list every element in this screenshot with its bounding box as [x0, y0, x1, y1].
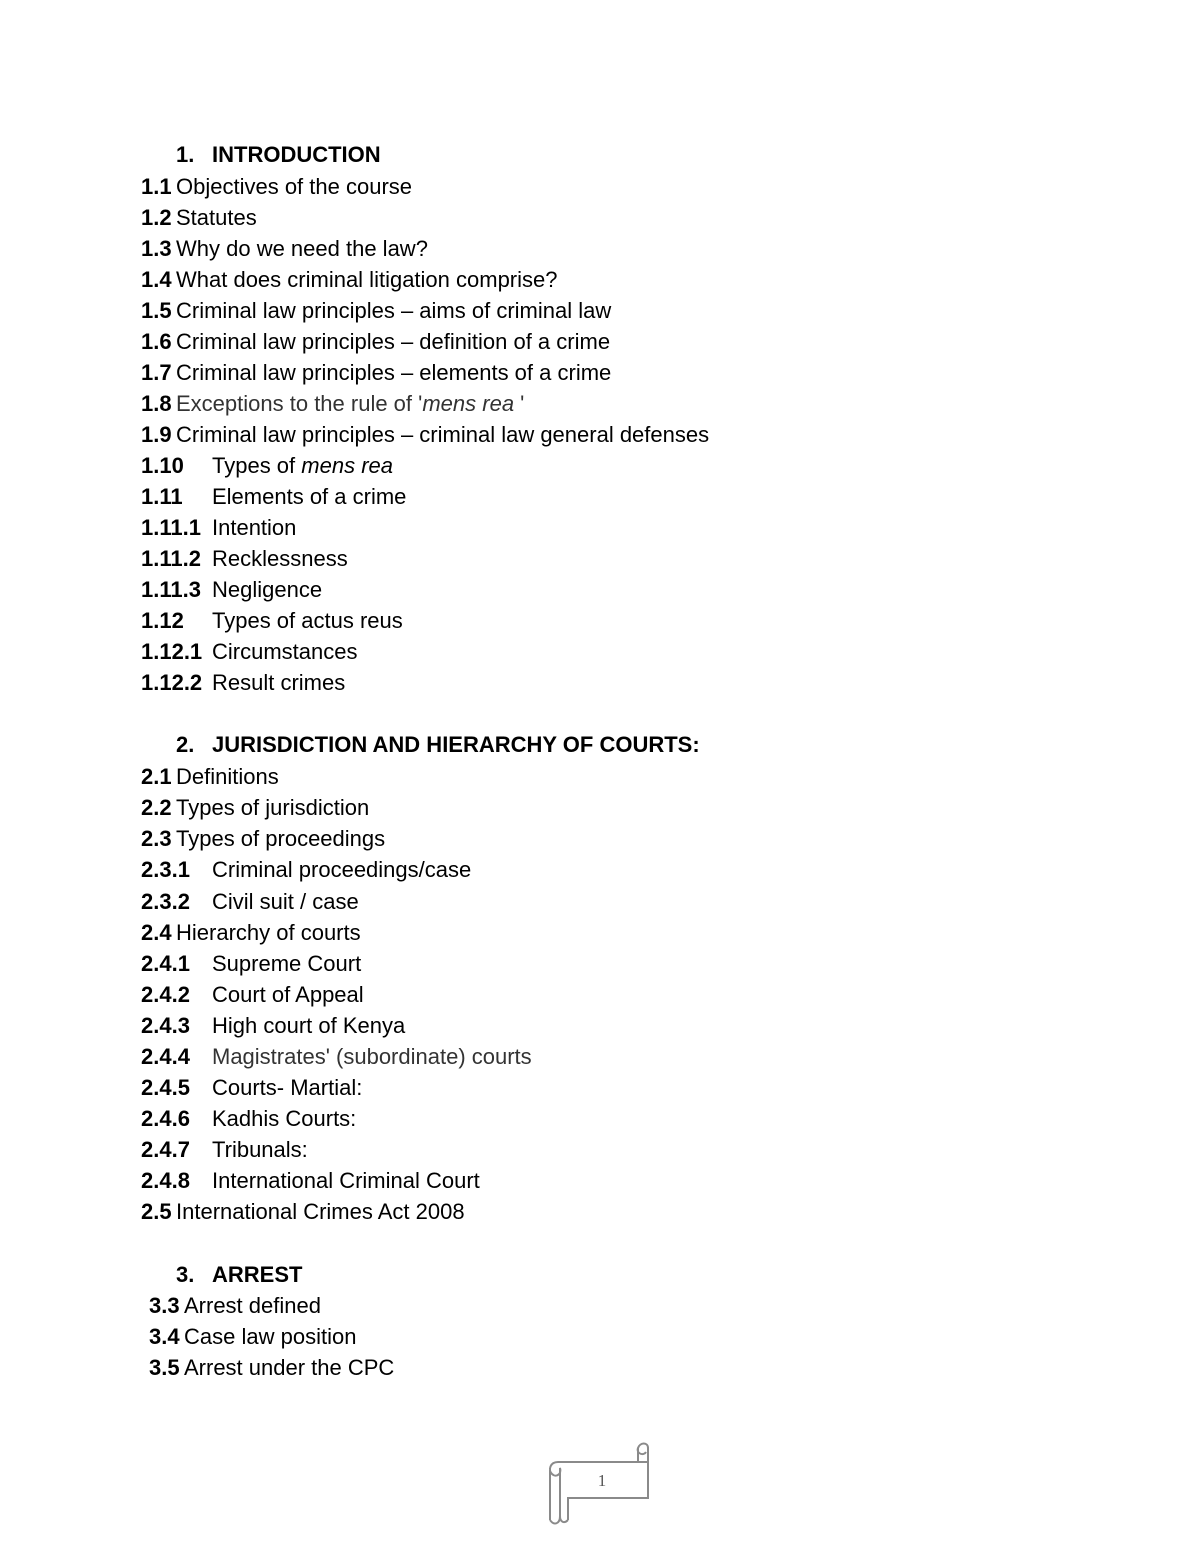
item-text: Result crimes [212, 670, 346, 695]
toc-item [141, 326, 610, 357]
toc-item [149, 1321, 356, 1352]
item-text: Recklessness [212, 546, 348, 571]
item-number: 1.6 [141, 329, 172, 354]
item-text: Civil suit / case [212, 889, 359, 914]
toc-item [141, 1134, 308, 1165]
item-text: Negligence [212, 577, 323, 602]
item-text: Tribunals: [212, 1137, 308, 1162]
item-number: 2.3.1 [141, 857, 190, 882]
item-text: Criminal law principles – definition of a crime [176, 329, 611, 354]
toc-item [141, 171, 412, 202]
item-text: Types of actus reus [212, 608, 403, 633]
toc-item [141, 948, 361, 979]
section-title: INTRODUCTION [212, 142, 381, 167]
section-heading-jurisdiction [176, 729, 700, 760]
toc-item [149, 1290, 321, 1321]
section-number: 3. [176, 1262, 195, 1287]
item-number: 1.11.2 [141, 546, 201, 571]
toc-item [149, 1352, 394, 1383]
item-number: 3.5 [149, 1355, 180, 1380]
item-text: What does criminal litigation comprise? [176, 267, 558, 292]
item-number: 1.12 [141, 608, 184, 633]
item-number: 2.1 [141, 764, 172, 789]
section-number: 2. [176, 732, 195, 757]
item-number: 1.1 [141, 174, 172, 199]
toc-item [141, 1010, 405, 1041]
item-text: Elements of a crime [212, 484, 407, 509]
item-text: Court of Appeal [212, 982, 364, 1007]
item-text: Supreme Court [212, 951, 362, 976]
toc-item [141, 917, 361, 948]
item-number: 1.2 [141, 205, 172, 230]
item-text: International Crimes Act 2008 [176, 1199, 465, 1224]
item-text: Criminal proceedings/case [212, 857, 472, 882]
item-number: 2.4.8 [141, 1168, 190, 1193]
item-text: Criminal law principles – aims of criminal law [176, 298, 612, 323]
item-text-post: ' [514, 391, 525, 416]
item-number: 2.4.4 [141, 1044, 190, 1069]
item-text: Objectives of the course [176, 174, 413, 199]
item-text: Intention [212, 515, 297, 540]
item-number: 1.7 [141, 360, 172, 385]
item-number: 1.9 [141, 422, 172, 447]
item-number: 1.11 [141, 484, 183, 509]
toc-item [141, 543, 348, 574]
section-title: ARREST [212, 1262, 303, 1287]
page-number: 1 [597, 1471, 607, 1490]
item-text: Types of jurisdiction [176, 795, 370, 820]
item-text: Criminal law principles – criminal law general defenses [176, 422, 710, 447]
item-number: 2.4.5 [141, 1075, 190, 1100]
item-text: Why do we need the law? [176, 236, 428, 261]
item-number: 2.2 [141, 795, 172, 820]
item-text: Arrest defined [184, 1293, 321, 1318]
item-text: Magistrates' (subordinate) courts [212, 1044, 532, 1069]
item-text-emphasis: mens rea [301, 453, 393, 478]
item-text: Kadhis Courts: [212, 1106, 357, 1131]
toc-item [141, 792, 369, 823]
section-title: JURISDICTION AND HIERARCHY OF COURTS: [212, 732, 700, 757]
section-heading-introduction [176, 139, 381, 170]
item-number: 3.3 [149, 1293, 180, 1318]
toc-item [141, 233, 428, 264]
toc-item [141, 574, 322, 605]
item-number: 2.3.2 [141, 889, 190, 914]
toc-item [141, 761, 279, 792]
item-number: 1.11.1 [141, 515, 201, 540]
toc-item [141, 605, 403, 636]
item-text: High court of Kenya [212, 1013, 406, 1038]
toc-item [141, 1103, 356, 1134]
section-heading-arrest [176, 1259, 302, 1290]
item-text: Case law position [184, 1324, 357, 1349]
item-text: Circumstances [212, 639, 358, 664]
toc-item [141, 419, 709, 450]
toc-item [141, 1041, 532, 1072]
toc-item [141, 1072, 362, 1103]
item-text: Definitions [176, 764, 279, 789]
item-text-emphasis: mens rea [422, 391, 515, 416]
item-number: 1.12.2 [141, 670, 203, 695]
item-number: 1.4 [141, 267, 172, 292]
item-number: 2.3 [141, 826, 172, 851]
toc-item [141, 667, 345, 698]
section-number: 1. [176, 142, 195, 167]
toc-item [141, 979, 364, 1010]
item-number: 3.4 [149, 1324, 180, 1349]
toc-item [141, 295, 611, 326]
item-number: 2.4.7 [141, 1137, 190, 1162]
item-number: 2.5 [141, 1199, 172, 1224]
toc-item [141, 636, 357, 667]
item-number: 2.4.2 [141, 982, 190, 1007]
item-text: Arrest under the CPC [184, 1355, 395, 1380]
toc-item [141, 886, 359, 917]
item-text-pre: Exceptions to the rule of ' [176, 391, 423, 416]
toc-item [141, 1165, 480, 1196]
item-number: 1.10 [141, 453, 184, 478]
item-text: Courts- Martial: [212, 1075, 363, 1100]
item-text: Criminal law principles – elements of a crime [176, 360, 612, 385]
toc-item [141, 512, 296, 543]
item-number: 2.4.3 [141, 1013, 190, 1038]
item-number: 1.5 [141, 298, 172, 323]
item-text-pre: Types of [212, 453, 302, 478]
item-number: 2.4.6 [141, 1106, 190, 1131]
toc-item [141, 481, 406, 512]
toc-item [141, 264, 558, 295]
item-text: Types of proceedings [176, 826, 386, 851]
item-text: Statutes [176, 205, 257, 230]
toc-item [141, 1196, 465, 1227]
toc-item [141, 450, 393, 481]
item-number: 1.3 [141, 236, 172, 261]
item-text: Hierarchy of courts [176, 920, 361, 945]
toc-item [141, 854, 471, 885]
toc-item [141, 202, 257, 233]
toc-item [141, 357, 611, 388]
toc-item [141, 388, 524, 419]
item-number: 1.11.3 [141, 577, 201, 602]
item-number: 2.4 [141, 920, 172, 945]
toc-item [141, 823, 385, 854]
item-number: 1.8 [141, 391, 172, 416]
item-number: 2.4.1 [141, 951, 190, 976]
item-text: International Criminal Court [212, 1168, 480, 1193]
item-number: 1.12.1 [141, 639, 203, 664]
